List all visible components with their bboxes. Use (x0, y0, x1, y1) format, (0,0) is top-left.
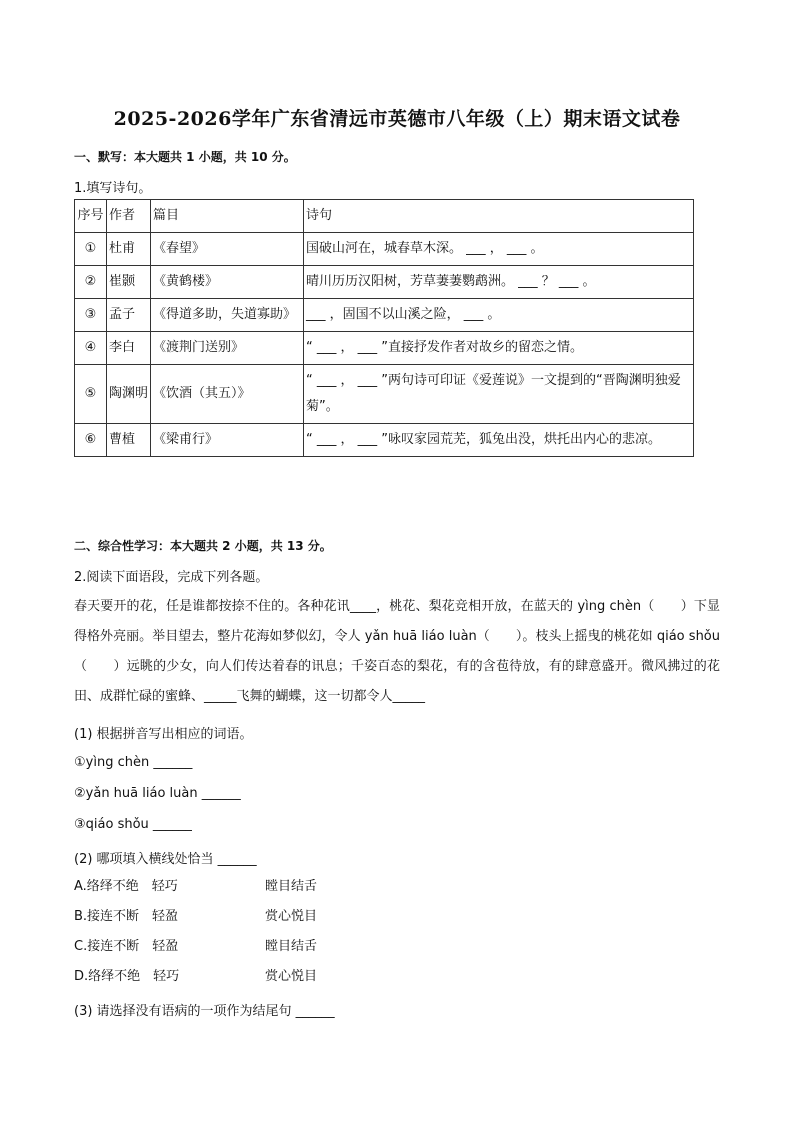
option-b-words: B.接连不断 轻盈 (74, 909, 179, 924)
header-index: 序号 (75, 200, 107, 233)
exam-title: 2025-2026学年广东省清远市英德市八年级（上）期末语文试卷 (113, 108, 681, 130)
sub-question-1: (1) 根据拼音写出相应的词语。 (74, 727, 253, 742)
section-2-heading: 二、综合性学习：本大题共 2 小题，共 13 分。 (74, 539, 332, 553)
table-row (75, 424, 694, 457)
table-row (75, 299, 694, 332)
row-index: ⑥ (75, 424, 107, 457)
table-row (75, 365, 694, 424)
table-header-row (75, 200, 694, 233)
pinyin-item-3: ③qiáo shǒu ______ (74, 817, 192, 832)
option-c-words: C.接连不断 轻盈 (74, 939, 179, 954)
row-author: 曹植 (107, 424, 151, 457)
row-title: 《饮酒（其五）》 (151, 365, 304, 424)
row-verse: “ ___ ， ___ ”咏叹家园荒芜，狐兔出没，烘托出内心的悲凉。 (304, 424, 694, 457)
row-index: ① (75, 233, 107, 266)
option-c[interactable] (74, 935, 178, 954)
question-2: 2.阅读下面语段，完成下列各题。 (74, 570, 269, 585)
option-a-words: A.络绎不绝 轻巧 (74, 879, 178, 894)
row-title: 《渡荆门送别》 (151, 332, 304, 365)
row-title: 《春望》 (151, 233, 304, 266)
option-b[interactable] (74, 905, 178, 924)
table-row (75, 233, 694, 266)
option-a-idiom: 瞠目结舌 (265, 879, 318, 894)
poem-table (74, 199, 694, 457)
option-c-idiom: 瞠目结舌 (265, 939, 318, 954)
row-index: ⑤ (75, 365, 107, 424)
section-1-heading: 一、默写：本大题共 1 小题，共 10 分。 (74, 150, 296, 164)
option-d-idiom: 赏心悦目 (265, 969, 318, 984)
question-1: 1.填写诗句。 (74, 181, 152, 196)
row-verse: 晴川历历汉阳树，芳草萋萋鹦鹉洲。 ___ ？ ___ 。 (304, 266, 694, 299)
row-title: 《梁甫行》 (151, 424, 304, 457)
row-verse: ___ ，固国不以山溪之险， ___ 。 (304, 299, 694, 332)
pinyin-item-1: ①yìng chèn ______ (74, 755, 193, 770)
row-author: 崔颢 (107, 266, 151, 299)
row-title: 《得道多助，失道寡助》 (151, 299, 304, 332)
reading-paragraph: 春天要开的花，任是谁都按捺不住的。各种花讯____，桃花、梨花竞相开放，在蓝天的 yìng chèn（ ）下显得格外亮丽。举目望去，整片花海如梦似幻，令人 yǎn huā liáo luàn（ ）。枝头上摇曳的桃花如 qiáo shǒu（ ）远眺的少女，向人们传达着春的讯息；千姿百态的梨花，有的含苞待放，有的肆意盛开。微风拂过的花田、成群忙碌的蜜蜂、_____飞舞的蝴蝶，这一切都令人_____ (74, 599, 720, 704)
option-a[interactable] (74, 875, 178, 894)
row-index: ④ (75, 332, 107, 365)
table-row (75, 266, 694, 299)
header-author: 作者 (107, 200, 151, 233)
row-verse: 国破山河在，城春草木深。 ___ ， ___ 。 (304, 233, 694, 266)
pinyin-item-2: ②yǎn huā liáo luàn ______ (74, 786, 241, 801)
row-index: ③ (75, 299, 107, 332)
row-author: 杜甫 (107, 233, 151, 266)
row-verse: “ ___ ， ___ ”两句诗可印证《爱莲说》一文提到的“晋陶渊明独爱菊”。 (304, 365, 694, 424)
row-title: 《黄鹤楼》 (151, 266, 304, 299)
sub-question-2: (2) 哪项填入横线处恰当 ______ (74, 852, 257, 867)
row-verse: “ ___ ， ___ ”直接抒发作者对故乡的留恋之情。 (304, 332, 694, 365)
option-b-idiom: 赏心悦目 (265, 909, 318, 924)
row-author: 李白 (107, 332, 151, 365)
table-row (75, 332, 694, 365)
row-author: 陶渊明 (107, 365, 151, 424)
header-title: 篇目 (151, 200, 304, 233)
row-author: 孟子 (107, 299, 151, 332)
option-d-words: D.络绎不绝 轻巧 (74, 969, 180, 984)
option-d[interactable] (74, 965, 179, 984)
header-verse: 诗句 (304, 200, 694, 233)
row-index: ② (75, 266, 107, 299)
sub-question-3: (3) 请选择没有语病的一项作为结尾句 ______ (74, 1004, 335, 1019)
